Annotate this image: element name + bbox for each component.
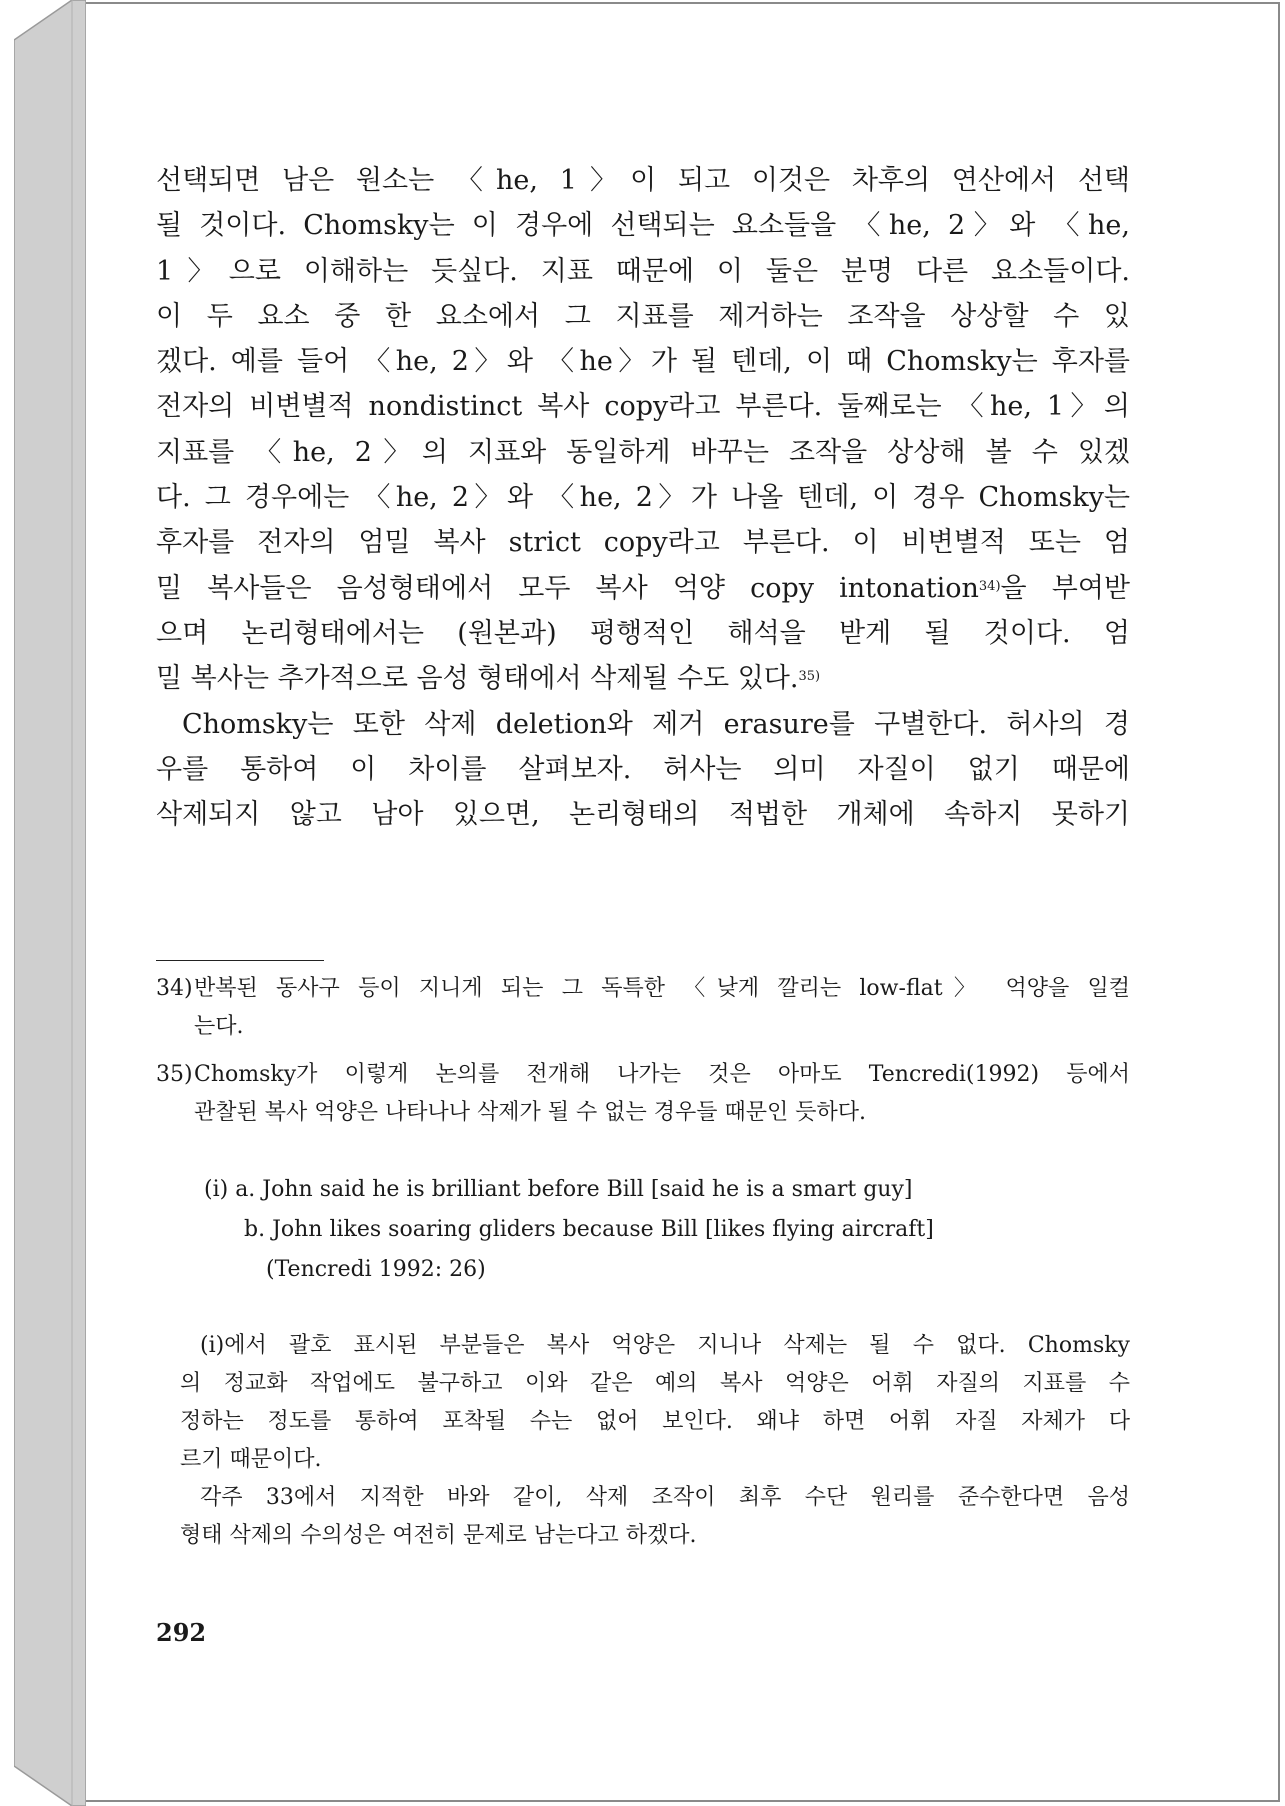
footnote-line: 르기 때문이다. xyxy=(180,1447,322,1472)
footnote-ref-34[interactable]: 34) xyxy=(978,578,1001,594)
text-line: 후자를 전자의 엄밀 복사 strict copy라고 부른다. 이 비변별적 또는 엄 xyxy=(156,527,1130,559)
footnote-line: 형태 삭제의 수의성은 여전히 문제로 남는다고 하겠다. xyxy=(180,1523,697,1548)
book-spine xyxy=(14,0,86,1806)
text-line: 전자의 비변별적 nondistinct 복사 copy라고 부른다. 둘째로는 〈he, 1〉의 xyxy=(156,391,1130,423)
example-citation: (Tencredi 1992: 26) xyxy=(266,1257,486,1282)
text-line: 으며 논리형태에서는 (원본과) 평행적인 해석을 받게 될 것이다. 엄 xyxy=(156,617,1130,649)
text-line-with-footnote xyxy=(156,656,1130,701)
footnote-line: 는다. xyxy=(194,1014,244,1039)
text-fragment: 밀 복사들은 음성형태에서 모두 복사 억양 copy intonation xyxy=(156,572,979,604)
text-line: Chomsky는 또한 삭제 deletion와 제거 erasure를 구별한다. 허사의 경 xyxy=(182,708,1130,740)
footnote-line: 의 정교화 작업에도 불구하고 이와 같은 예의 복사 억양은 어휘 자질의 지표를 수 xyxy=(180,1371,1130,1396)
footnote-35 xyxy=(156,1056,1130,1132)
text-line: 이 두 요소 중 한 요소에서 그 지표를 제거하는 조작을 상상할 수 있 xyxy=(156,300,1130,332)
text-line: 우를 통하여 이 차이를 살펴보자. 허사는 의미 자질이 없기 때문에 xyxy=(156,753,1130,785)
footnote-text: Chomsky가 이렇게 논의를 전개해 나가는 것은 아마도 Tencredi(1992) 등에서 xyxy=(194,1062,1130,1087)
footnote-ref-35[interactable]: 35) xyxy=(798,669,821,685)
text-line: 겠다. 예를 들어 〈he, 2〉와 〈he〉가 될 텐데, 이 때 Chomsky는 후자를 xyxy=(156,346,1130,378)
text-line: 다. 그 경우에는 〈he, 2〉와 〈he, 2〉가 나올 텐데, 이 경우 Chomsky는 xyxy=(156,482,1130,514)
main-text xyxy=(156,158,1130,837)
text-fragment: 을 부여받 xyxy=(1000,572,1130,604)
example-a: (i) a. John said he is brilliant before Bill [said he is a smart guy] xyxy=(204,1177,913,1202)
footnote-line: 관찰된 복사 억양은 나타나나 삭제가 될 수 없는 경우들 때문인 듯하다. xyxy=(194,1100,866,1125)
text-line: 지표를 〈he, 2〉의 지표와 동일하게 바꾸는 조작을 상상해 볼 수 있겠 xyxy=(156,436,1130,468)
footnote-line xyxy=(156,1056,1130,1094)
text-line: 선택되면 남은 원소는 〈he, 1〉이 되고 이것은 차후의 연산에서 선택 xyxy=(156,165,1130,196)
footnote-divider xyxy=(156,960,324,961)
text-fragment: 밀 복사는 추가적으로 음성 형태에서 삭제될 수도 있다. xyxy=(156,663,799,695)
example-b: b. John likes soaring gliders because Bill [likes flying aircraft] xyxy=(244,1217,934,1242)
footnote-line xyxy=(156,970,1130,1008)
text-line: 1〉으로 이해하는 듯싶다. 지표 때문에 이 둘은 분명 다른 요소들이다. xyxy=(156,255,1130,287)
example-block xyxy=(204,1170,934,1290)
text-line: 될 것이다. Chomsky는 이 경우에 선택되는 요소들을 〈he, 2〉와 〈he, xyxy=(156,210,1130,242)
text-line-with-footnote xyxy=(156,566,1130,611)
footnote-line: 정하는 정도를 통하여 포착될 수는 없어 보인다. 왜냐 하면 어휘 자질 자체가 다 xyxy=(180,1409,1130,1434)
text-line: 삭제되지 않고 남아 있으면, 논리형태의 적법한 개체에 속하지 못하기 xyxy=(156,799,1130,831)
footnote-line: (i)에서 괄호 표시된 부분들은 복사 억양은 지니나 삭제는 될 수 없다. Chomsky xyxy=(200,1333,1130,1358)
footnote-number: 34) xyxy=(156,976,193,1001)
footnote-continuation xyxy=(180,1327,1130,1555)
page-number: 292 xyxy=(156,1618,207,1647)
footnote-text: 반복된 동사구 등이 지니게 되는 그 독특한 〈낮게 깔리는 low-flat〉 억양을 일컬 xyxy=(194,976,1130,1001)
footnote-number: 35) xyxy=(156,1062,193,1087)
footnote-line: 각주 33에서 지적한 바와 같이, 삭제 조작이 최후 수단 원리를 준수한다면 음성 xyxy=(200,1485,1130,1510)
footnote-34 xyxy=(156,970,1130,1046)
